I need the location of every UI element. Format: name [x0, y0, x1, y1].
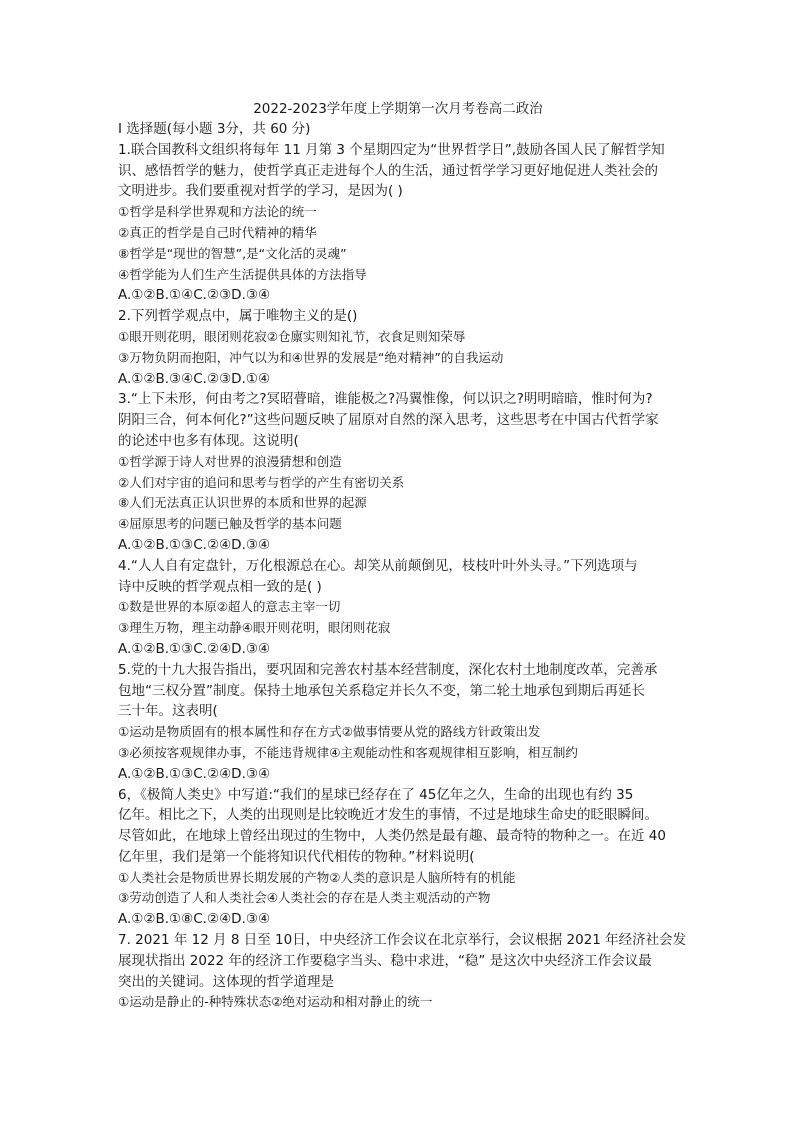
question-stem-line: 展现状指出 2022 年的经济工作要稳字当头、稳中求进，“稳” 是这次中央经济工作会议最: [118, 952, 652, 969]
question-stem-line: 6，《极简人类史》中写道:“我们的星球已经存在了 45亿年之久，生命的出现也有约 35: [118, 786, 634, 803]
question-stem-line: 突出的关键词。这体现的哲学道理是: [118, 973, 334, 990]
exam-title: 2022-2023学年度上学期第一次月考卷高二政治: [253, 101, 543, 117]
exam-page: [118, 100, 687, 1013]
question-1: [118, 140, 678, 306]
answer-choices: A.①②B.①③C.②④D.③④: [118, 536, 271, 553]
question-option: ③劳动创造了人和人类社会④人类社会的存在是人类主观活动的产物: [118, 890, 491, 906]
question-stem-line: 2.下列哲学观点中，属于唯物主义的是(): [118, 308, 358, 325]
question-option: ①眼开则花明，眼闭则花寂②仓廪实则知礼节，衣食足则知荣辱: [118, 328, 466, 344]
question-stem-line: 4.“人人自有定盘针，万化根源总在心。却笑从前颠倒见，枝枝叶叶外头寻。”下列选项与: [118, 557, 638, 574]
question-option: ③理生万物，理主动静④眼开则花明，眼闭则花寂: [118, 620, 391, 636]
answer-choices: A.①②B.③④C.②③D.①④: [118, 370, 271, 387]
question-stem-line: 诗中反映的哲学观点相一致的是( ): [118, 578, 322, 595]
question-4: [118, 556, 678, 660]
question-stem-line: 三十年。这表明(: [118, 703, 218, 720]
answer-choices: A.①②B.①③C.②④D.③④: [118, 765, 271, 782]
question-5: [118, 660, 678, 785]
question-option: ②人们对宇宙的追问和思考与哲学的产生有密切关系: [118, 474, 405, 490]
question-7: [118, 930, 687, 1013]
question-option: ⑧哲学是“现世的智慧”,是“文化活的灵魂”: [118, 245, 347, 261]
question-option: ①运动是物质固有的根本属性和存在方式②做事情要从党的路线方针政策出发: [118, 724, 541, 740]
question-option: ①运动是静止的-种特殊状态②绝对运动和相对静止的统一: [118, 994, 433, 1010]
question-stem-line: 亿年。相比之下，人类的出现则是比较晚近才发生的事情，不过是地球生命史的眨眼瞬间。: [118, 807, 658, 824]
question-option: ①哲学是科学世界观和方法论的统一: [118, 204, 317, 220]
question-option: ①哲学源于诗人对世界的浪漫猜想和创造: [118, 453, 342, 469]
question-3: [118, 389, 678, 555]
question-stem-line: 1.联合国教科文组织将每年 11 月第 3 个星期四定为“世界哲学日”,鼓励各国人民了解哲学知: [118, 141, 665, 158]
answer-choices: A.①②B.①⑧C.②④D.③④: [118, 911, 271, 928]
question-6: [118, 785, 678, 931]
question-stem-line: 阴阳三合，何本何化?”这些问题反映了屈原对自然的深入思考，这些思考在中国古代哲学家: [118, 412, 659, 429]
question-option: ①人类社会是物质世界长期发展的产物②人类的意识是人脑所特有的机能: [118, 869, 516, 885]
question-stem-line: 的论述中也多有体现。这说明(: [118, 432, 299, 449]
question-stem-line: 识、感悟哲学的魅力，使哲学真正走进每个人的生活，通过哲学学习更好地促进人类社会的: [118, 162, 658, 179]
question-option: ①数是世界的本原②超人的意志主宰一切: [118, 599, 341, 615]
section-heading: I 选择题(每小题 3分，共 60 分): [118, 121, 311, 137]
question-option: ④哲学能为人们生产生活提供具体的方法指导: [118, 266, 367, 282]
question-stem-line: 3.“上下未形，何由考之?冥昭瞢暗，谁能极之?冯翼惟像，何以识之?明明暗暗，惟时何为?: [118, 391, 653, 408]
question-option: ⑧人们无法真正认识世界的本质和世界的起源: [118, 495, 367, 511]
question-option: ②真正的哲学是自己时代精神的精华: [118, 224, 317, 240]
question-stem-line: 7. 2021 年 12 月 8 日至 10日，中央经济工作会议在北京举行，会议根据 2021 年经济社会发: [118, 932, 687, 949]
question-stem-line: 亿年里，我们是第一个能将知识代代相传的物种。”材料说明(: [118, 848, 475, 865]
question-stem-line: 尽管如此，在地球上曾经出现过的生物中，人类仍然是最有趣、最奇特的物种之一。在近 40: [118, 828, 666, 845]
question-option: ④屈原思考的问题已触及哲学的基本问题: [118, 516, 342, 532]
question-option: ③万物负阴而抱阳，冲气以为和④世界的发展是“绝对精神”的自我运动: [118, 349, 504, 365]
answer-choices: A.①②B.①③C.②④D.③④: [118, 640, 271, 657]
answer-choices: A.①②B.①④C.②③D.③④: [118, 287, 271, 304]
question-list: [118, 140, 687, 1013]
question-option: ③必须按客观规律办事，不能违背规律④主观能动性和客观规律相互影响，相互制约: [118, 744, 578, 760]
question-stem-line: 包地“三权分置”制度。保持土地承包关系稳定并长久不变，第二轮土地承包到期后再延长: [118, 682, 645, 699]
question-2: [118, 306, 678, 389]
question-stem-line: 5.党的十九大报告指出，要巩固和完善农村基本经营制度，深化农村土地制度改革，完善承: [118, 661, 658, 678]
question-stem-line: 文明进步。我们要重视对哲学的学习，是因为( ): [118, 183, 403, 200]
